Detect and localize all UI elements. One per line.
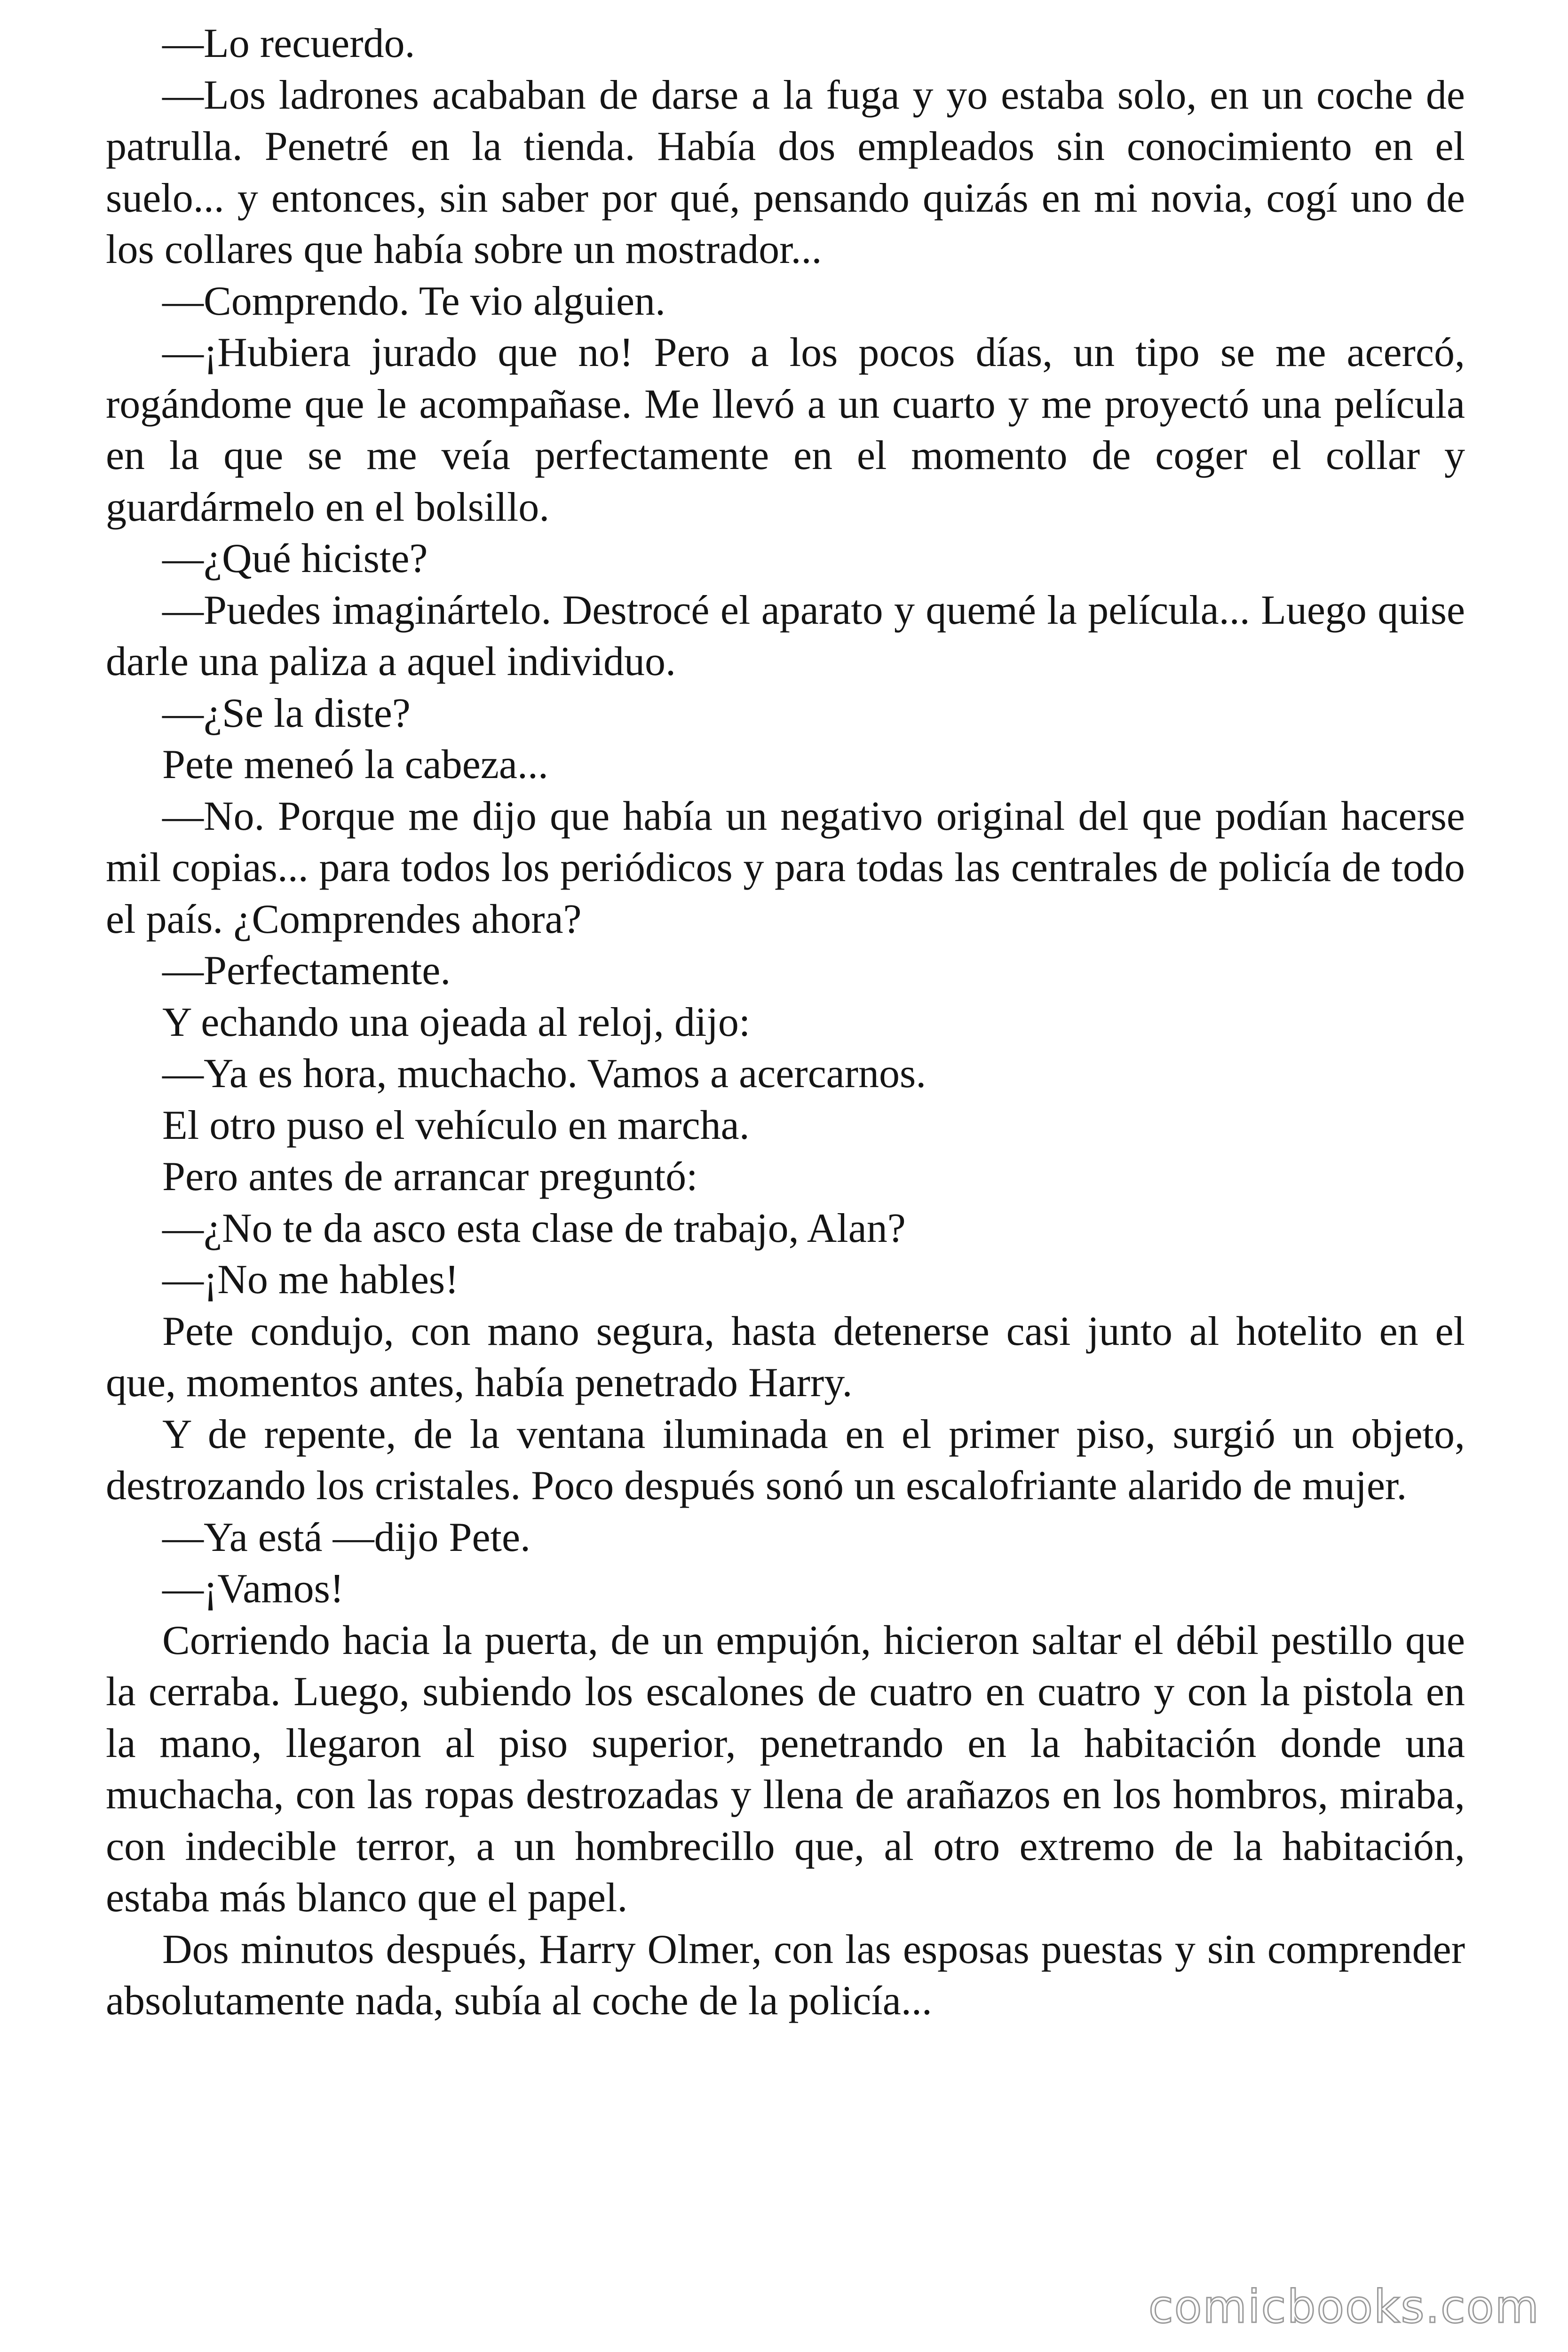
paragraph: —Los ladrones acababan de darse a la fuga y yo estaba solo, en un coche de patrulla. Penetré en la tienda. Había dos empleados sin conocimiento en el suelo... y entonces, sin saber por qué, pensando quizás en mi novia, cogí uno de los collares que había sobre un mostrador... (106, 72, 1465, 272)
paragraph: Y de repente, de la ventana iluminada en el primer piso, surgió un objeto, destrozando los cristales. Poco después sonó un escalofriante alarido de mujer. (106, 1411, 1465, 1509)
paragraph: —¿Se la diste? (162, 690, 411, 736)
paragraph: Pero antes de arrancar preguntó: (162, 1154, 698, 1200)
paragraph: —¡Vamos! (162, 1566, 344, 1612)
paragraph: —No. Porque me dijo que había un negativo original del que podían hacerse mil copias... para todos los periódicos y para todas las centrales de policía de todo el país. ¿Comprendes ahora? (106, 793, 1465, 942)
paragraph: —Ya está —dijo Pete. (162, 1514, 531, 1560)
paragraph: —¡No me hables! (162, 1257, 459, 1303)
paragraph: —¿No te da asco esta clase de trabajo, Alan? (162, 1205, 906, 1251)
page-text (106, 18, 1465, 2027)
paragraph: —¡Hubiera jurado que no! Pero a los pocos días, un tipo se me acercó, rogándome que le acompañase. Me llevó a un cuarto y me proyectó una película en la que se me veía perfectamente en el momento de coger el collar y guardármelo en el bolsillo. (106, 330, 1465, 530)
paragraph: —Comprendo. Te vio alguien. (162, 278, 666, 324)
paragraph: Corriendo hacia la puerta, de un empujón, hicieron saltar el débil pestillo que la cerraba. Luego, subiendo los escalones de cuatro en cuatro y con la pistola en la mano, llegaron al piso superior, penetrando en la habitación donde una muchacha, con las ropas destrozadas y llena de arañazos en los hombros, miraba, con indecible terror, a un hombrecillo que, al otro extremo de la habitación, estaba más blanco que el papel. (106, 1617, 1465, 1921)
paragraph: —Lo recuerdo. (162, 21, 415, 66)
paragraph: El otro puso el vehículo en marcha. (162, 1102, 750, 1148)
paragraph: —Puedes imaginártelo. Destrocé el aparato y quemé la película... Luego quise darle una paliza a aquel individuo. (106, 587, 1465, 684)
paragraph: Pete condujo, con mano segura, hasta detenerse casi junto al hotelito en el que, momentos antes, había penetrado Harry. (106, 1308, 1465, 1406)
paragraph: —Ya es hora, muchacho. Vamos a acercarnos. (162, 1051, 927, 1097)
watermark-logo: comicbooks.com (1148, 2280, 1540, 2333)
paragraph: —¿Qué hiciste? (162, 536, 428, 581)
paragraph: Dos minutos después, Harry Olmer, con las esposas puestas y sin comprender absolutamente nada, subía al coche de la policía... (106, 1926, 1465, 2024)
paragraph: —Perfectamente. (162, 948, 451, 993)
paragraph: Pete meneó la cabeza... (162, 742, 548, 787)
paragraph: Y echando una ojeada al reloj, dijo: (162, 999, 751, 1045)
